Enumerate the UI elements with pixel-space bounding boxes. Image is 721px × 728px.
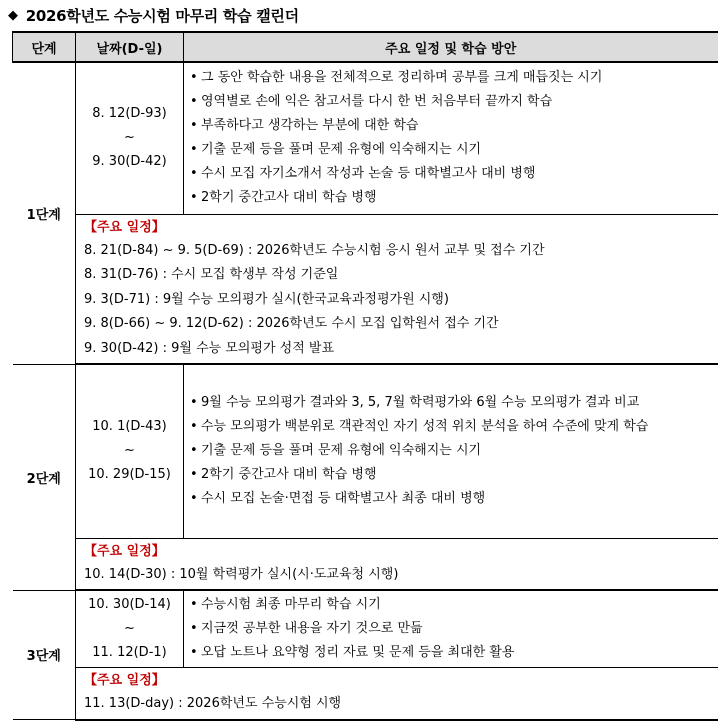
diamond-bullet-icon: ◆: [8, 7, 18, 23]
stage-2-schedule-row: [13, 538, 718, 590]
stage-1-dates: [76, 62, 184, 214]
stage-2-items: [184, 364, 718, 538]
stage-2-plan-row: [13, 364, 718, 538]
stage-3-schedule-row: [13, 668, 718, 720]
page-title-text: 2026학년도 수능시험 마무리 학습 캘린더: [25, 6, 299, 25]
schedule-item: 11. 13(D-day) : 2026학년도 수능시험 시행: [84, 696, 342, 711]
stage-1-items: [184, 62, 718, 214]
stage-2-schedule-label: 【주요 일정】: [84, 543, 165, 559]
list-item: • 그 동안 학습한 내용을 전체적으로 정리하며 공부를 크게 매듭짓는 시기: [190, 70, 603, 86]
list-item: • 2학기 중간고사 대비 학습 병행: [190, 467, 377, 483]
calendar-table: [12, 31, 718, 721]
stage-3-dates: [76, 590, 184, 668]
stage-1-date-end: 9. 30(D-42): [92, 154, 167, 170]
schedule-item: 9. 30(D-42) : 9월 수능 모의평가 성적 발표: [84, 340, 335, 356]
list-item: • 2학기 중간고사 대비 학습 병행: [190, 190, 377, 206]
stage-2-schedule: [76, 538, 718, 590]
list-item: • 영역별로 손에 익은 참고서를 다시 한 번 처음부터 끝까지 학습: [190, 94, 553, 110]
stage-3-tilde: ~: [124, 621, 135, 636]
table-header-row: [13, 32, 718, 62]
stage-1-label: 1단계: [13, 62, 76, 364]
list-item: • 수능시험 최종 마무리 학습 시기: [190, 597, 381, 612]
stage-3-date-end: 11. 12(D-1): [92, 645, 167, 660]
stage-1-date-start: 8. 12(D-93): [92, 106, 167, 122]
stage-1-schedule: [76, 214, 718, 364]
list-item: • 오답 노트나 요약형 정리 자료 및 문제 등을 최대한 활용: [190, 645, 515, 660]
stage-3-date-start: 10. 30(D-14): [88, 597, 171, 612]
list-item: • 지금껏 공부한 내용을 자기 것으로 만듦: [190, 621, 423, 636]
stage-3-schedule: [76, 668, 718, 720]
schedule-item: 9. 8(D-66) ~ 9. 12(D-62) : 2026학년도 수시 모집 입학원서 접수 기간: [84, 316, 499, 331]
list-item: • 수시 모집 논술·면접 등 대학별고사 최종 대비 병행: [190, 491, 486, 507]
list-item: • 부족하다고 생각하는 부분에 대한 학습: [190, 118, 419, 134]
header-plan: 주요 일정 및 학습 방안: [184, 32, 718, 62]
list-item: • 기출 문제 등을 풀며 문제 유형에 익숙해지는 시기: [190, 142, 482, 158]
header-date: 날짜(D-일): [76, 32, 184, 62]
stage-1-tilde: ~: [124, 130, 135, 146]
stage-1-schedule-label: 【주요 일정】: [84, 219, 165, 235]
stage-3-schedule-label: 【주요 일정】: [84, 673, 165, 688]
list-item: • 수능 모의평가 백분위로 객관적인 자기 성적 위치 분석을 하여 수준에 맞게 학습: [190, 419, 649, 435]
schedule-item: 8. 21(D-84) ~ 9. 5(D-69) : 2026학년도 수능시험 응시 원서 교부 및 접수 기간: [84, 242, 545, 258]
page-title: [8, 4, 299, 26]
stage-2-tilde: ~: [124, 443, 135, 459]
stage-2-date-start: 10. 1(D-43): [92, 419, 167, 435]
stage-2-dates: [76, 364, 184, 538]
schedule-item: 9. 3(D-71) : 9월 수능 모의평가 실시(한국교육과정평가원 시행): [84, 291, 449, 307]
schedule-item: 8. 31(D-76) : 수시 모집 학생부 작성 기준일: [84, 267, 339, 282]
list-item: • 기출 문제 등을 풀며 문제 유형에 익숙해지는 시기: [190, 443, 482, 459]
stage-2-label: 2단계: [13, 364, 76, 590]
stage-1-plan-row: [13, 62, 718, 214]
stage-3-plan-row: [13, 590, 718, 668]
stage-2-date-end: 10. 29(D-15): [88, 467, 171, 483]
stage-1-schedule-row: [13, 214, 718, 364]
header-stage: 단계: [13, 32, 76, 62]
schedule-item: 10. 14(D-30) : 10월 학력평가 실시(시·도교육청 시행): [84, 566, 399, 582]
list-item: • 9월 수능 모의평가 결과와 3, 5, 7월 학력평가와 6월 수능 모의평가 결과 비교: [190, 395, 640, 411]
stage-3-items: [184, 590, 718, 668]
stage-3-label: 3단계: [13, 590, 76, 720]
list-item: • 수시 모집 자기소개서 작성과 논술 등 대학별고사 대비 병행: [190, 166, 536, 182]
